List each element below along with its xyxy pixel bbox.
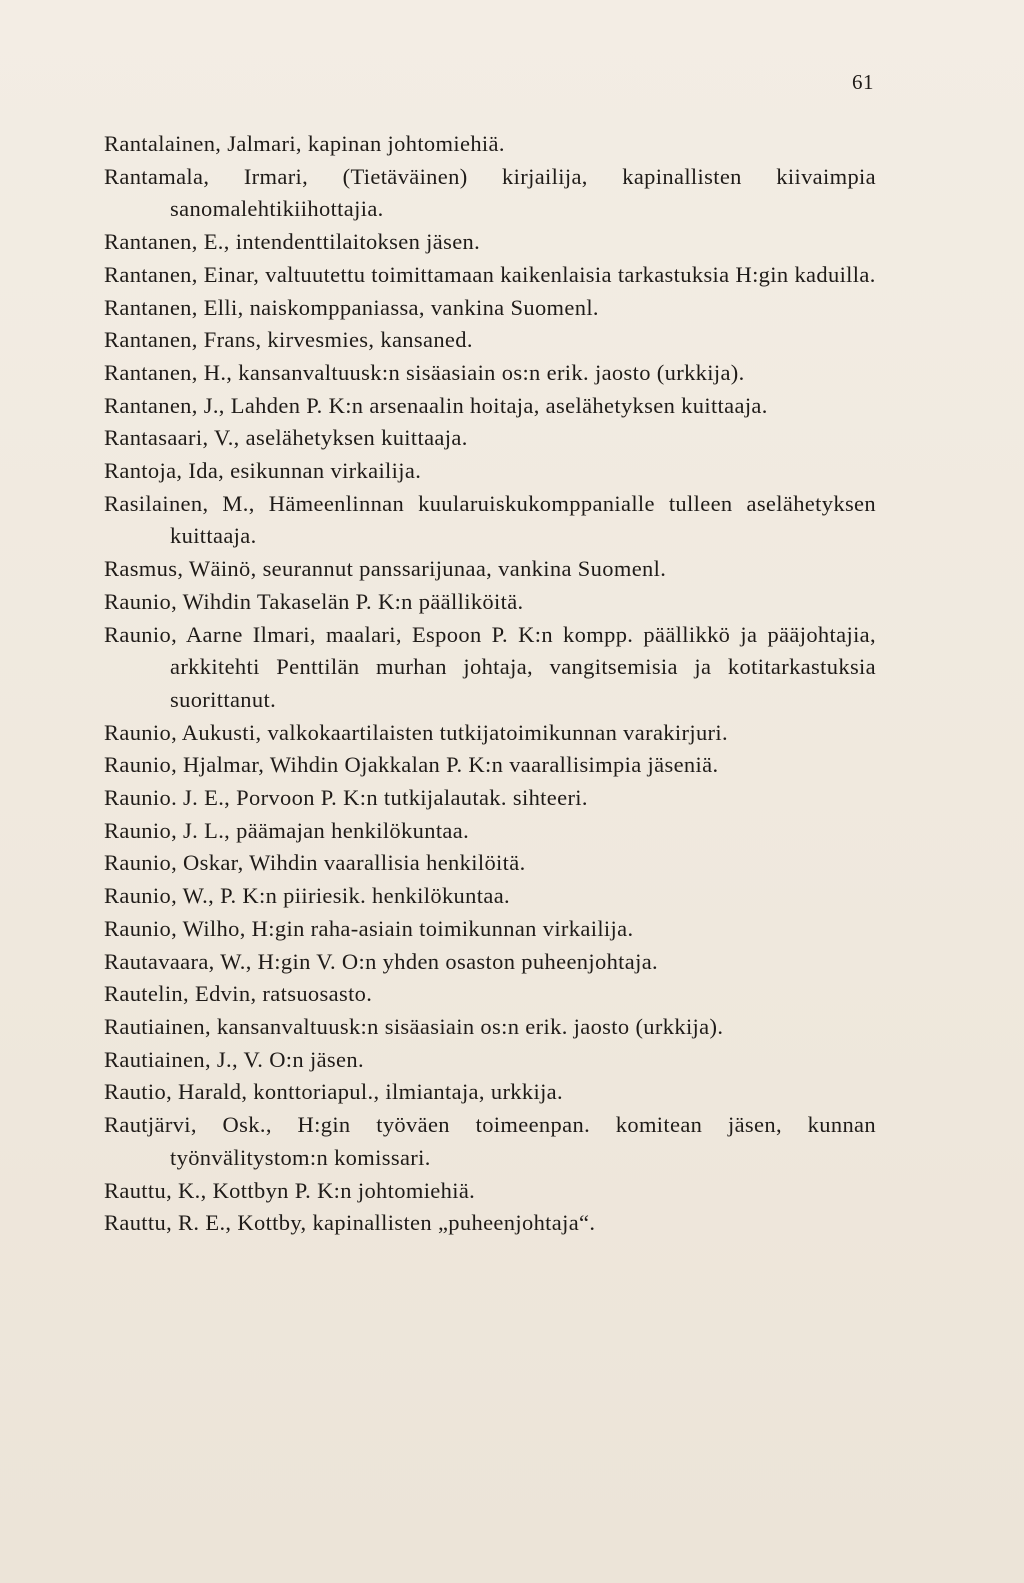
register-entry: Rantanen, H., kansanvaltuusk:n sisäasiain os:n erik. jaosto (urkkija). xyxy=(104,359,745,385)
register-entry: Rautiainen, kansanvaltuusk:n sisäasiain os:n erik. jaosto (urkkija). xyxy=(104,1013,724,1039)
register-entry: Rantamala, Irmari, (Tietäväinen) kirjailija, kapinallisten kiivaimpia sanomalehtikiihottajia. xyxy=(104,163,876,222)
register-entry: Raunio, Wilho, H:gin raha-asiain toimikunnan virkailija. xyxy=(104,915,634,941)
register-entry: Raunio, Oskar, Wihdin vaarallisia henkilöitä. xyxy=(104,850,526,876)
register-entry: Rautio, Harald, konttoriapul., ilmiantaja, urkkija. xyxy=(104,1079,563,1105)
register-entry: Rantanen, J., Lahden P. K:n arsenaalin hoitaja, aselähetyksen kuittaaja. xyxy=(104,392,768,418)
register-entry: Rautiainen, J., V. O:n jäsen. xyxy=(104,1046,364,1072)
register-entries-list xyxy=(104,128,876,1240)
register-entry: Raunio, W., P. K:n piiriesik. henkilökuntaa. xyxy=(104,883,511,909)
page-number: 61 xyxy=(852,70,874,94)
register-entry: Raunio, Hjalmar, Wihdin Ojakkalan P. K:n vaarallisimpia jäseniä. xyxy=(104,752,719,778)
register-entry: Rautjärvi, Osk., H:gin työväen toimeenpan. komitean jäsen, kunnan työnvälitystom:n komissari. xyxy=(104,1112,876,1170)
register-entry: Rantanen, Frans, kirvesmies, kansaned. xyxy=(104,327,473,353)
register-entry: Rasilainen, M., Hämeenlinnan kuularuiskukomppanialle tulleen aselähetyksen kuittaaja. xyxy=(104,490,876,549)
register-entry: Raunio. J. E., Porvoon P. K:n tutkijalautak. sihteeri. xyxy=(104,785,588,811)
register-entry: Rauttu, R. E., Kottby, kapinallisten „puheenjohtaja“. xyxy=(104,1210,596,1236)
register-entry: Rantanen, Elli, naiskomppaniassa, vankina Suomenl. xyxy=(104,294,599,320)
register-entry: Raunio, J. L., päämajan henkilökuntaa. xyxy=(104,817,470,843)
register-entry: Rautavaara, W., H:gin V. O:n yhden osaston puheenjohtaja. xyxy=(104,948,659,974)
register-entry: Rantalainen, Jalmari, kapinan johtomiehiä. xyxy=(104,131,505,156)
register-entry: Raunio, Aarne Ilmari, maalari, Espoon P. K:n kompp. päällikkö ja pääjohtajia, arkkitehti Penttilän murhan johtaja, vangitsemisia ja kotitarkastuksia suorittanut. xyxy=(104,621,876,712)
register-entry: Rantoja, Ida, esikunnan virkailija. xyxy=(104,458,422,484)
register-entry: Rantasaari, V., aselähetyksen kuittaaja. xyxy=(104,425,468,451)
register-entry: Rantanen, Einar, valtuutettu toimittamaan kaikenlaisia tarkastuksia H:gin kaduilla. xyxy=(104,261,876,287)
register-entry: Rauttu, K., Kottbyn P. K:n johtomiehiä. xyxy=(104,1177,476,1203)
register-entry: Rautelin, Edvin, ratsuosasto. xyxy=(104,981,373,1007)
register-entry: Rantanen, E., intendenttilaitoksen jäsen. xyxy=(104,229,481,255)
register-entry: Raunio, Wihdin Takaselän P. K:n päälliköitä. xyxy=(104,588,524,614)
register-entry: Raunio, Aukusti, valkokaartilaisten tutkijatoimikunnan varakirjuri. xyxy=(104,719,728,745)
register-entry: Rasmus, Wäinö, seurannut panssarijunaa, vankina Suomenl. xyxy=(104,556,667,582)
